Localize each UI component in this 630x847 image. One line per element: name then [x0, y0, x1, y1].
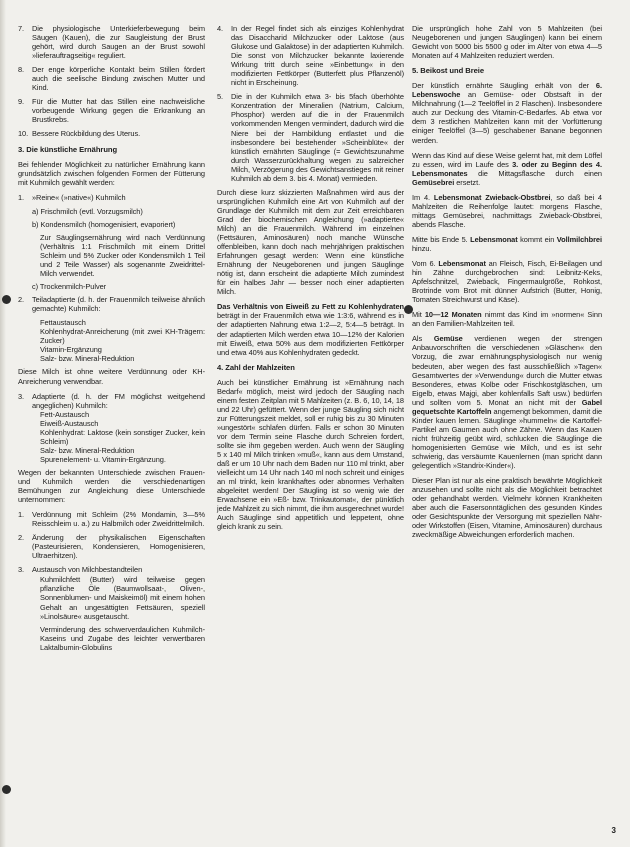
- sub-item: Kohlenhydrat: Laktose (kein sonstiger Zucker, kein Schleim): [40, 427, 205, 446]
- list-item: 10. Bessere Rückbildung des Uterus.: [18, 129, 141, 139]
- column-middle: [217, 24, 404, 537]
- column-left: [18, 24, 205, 656]
- paragraph: Wenn das Kind auf diese Weise gelernt hat, mit dem Löffel zu essen, wird im Laufe des 3. oder zu Beginn des 4. Lebensmonates die Mittagsflasche durch einen Gemüsebrei ersetzt.: [412, 150, 602, 187]
- page-edge-shadow: [0, 0, 6, 847]
- bold-text: Das Verhältnis von Eiweiß zu Fett zu Kohlenhydraten: [217, 302, 404, 312]
- list-item: 5. Die in der Kuhmilch etwa 3- bis 5fach überhöhte Konzentration der Mineralien (Natrium, Calcium, Phosphor) werden auf die in der Frauenmilch vorkommenden Mengen vermindert, dadurch wird die Niere bei der Harnbildung entlastet und die insbesondere bei bestehender »Scheinblüte« der künstlich ernährten Säuglinge (= Gewichtszunahme durch Wasserzurückhaltung wegen zu salzreicher Milch, Verzögerung des Gewichtsanstieges mit reiner Kuhmilch ab dem 3. bis 4. Monat) vermieden.: [217, 92, 404, 183]
- paragraph: Dieser Plan ist nur als eine praktisch bewährte Möglichkeit anzusehen und sollte nicht als die Möglichkeit betrachtet oder gehandhabt werden. Vielmehr können Krankheiten aber auch die Fasersonntäglichen des gesunden Kindes oder Gesichtspunkte der Versorgung mit speziellen Nähr- oder Wirkstoffen (Eisen, Vitamine, Aminosäuren) durchaus zweckmäßige Abweichungen erforderlich machen.: [412, 476, 602, 540]
- section-heading: 3. Die künstliche Ernährung: [18, 144, 118, 154]
- list-item: 3. Austausch von Milchbestandteilen: [18, 565, 143, 575]
- list-item: 1. »Reine« (»native«) Kuhmilch: [18, 192, 126, 202]
- paragraph: Der künstlich ernährte Säugling erhält von der 6. Lebenswoche an Gemüse- oder Obstsaft in der Milchnahrung (1—2 Teelöffel in 2 Flaschen). Insbesondere auch zur Deckung des Vitamin-C-Bedarfes. Ab etwa vor dem 3 restlichen Mahlzeiten kann mit der Vorfütterung einiger Teelöffel (3—5) geschabener Banane begonnen werden.: [412, 81, 602, 145]
- list-item: 2. Teiladaptierte (d. h. der Frauenmilch teilweise ähnlich gemachte) Kuhmilch:: [18, 295, 205, 314]
- sub-item: Kohlenhydrat-Anreicherung (mit zwei KH-Trägern: Zucker): [40, 327, 205, 346]
- paragraph: Im 4. Lebensmonat Zwieback-Obstbrei, so daß bei 4 Mahlzeiten die Reihenfolge lautet: morgens Flasche, mittags Gemüsebrei, nachmittags Zwieback-Obstbrei, abends Flasche.: [412, 192, 602, 229]
- paragraph: Mit 10—12 Monaten nimmt das Kind im »normen« Sinn an den Familien-Mahlzeiten teil.: [412, 310, 602, 329]
- column-right: [412, 24, 602, 545]
- section-heading: 4. Zahl der Mahlzeiten: [217, 362, 295, 372]
- sub-item: Salz- bzw. Mineral-Reduktion: [40, 445, 135, 455]
- sub-item: Fett-Austausch: [40, 409, 90, 419]
- list-item: 9. Für die Mutter hat das Stillen eine nachweisliche vorbeugende Wirkung gegen die Erkrankung an Brustkrebs.: [18, 97, 205, 125]
- paragraph: Als Gemüse verdienen wegen der strengen Anbauvorschriften die verschiedenen »Gläschen« den Vorzug, die zwar ernährungsphysiologisch nur wenig bedeuten, aber wegen des fast ausschließlich »Tagen« Gesamtwertes der »Verwendung« durch die Mutter etwas Besonderes, etwas Kolbe oder Frischkostgläschen, um Eigelb, etwas Majgi, aber kohlenfalls Saft usw.) bedürfen und sollten vom 5. Monat an nicht mit der Gabel gequetschte Kartoffeln angemengt bekommen, damit die Kinder kauen lernen. Säuglinge »hummeln« die Kartoffel-Partikel am Gaumen auch ohne Zähne. Wenn das Kauen nicht frühzeitig geübt wird, schlucken die Säuglinge die homogenisierten Gemüse wie Milch, und es ist sehr schwierig, das versäumte Kauenlernen (man spricht dann gelegentlich »Standrix-Kinder«).: [412, 334, 603, 471]
- paragraph: Wegen der bekannten Unterschiede zwischen Frauen- und Kuhmilch werden die verschiedenartigen Bemühungen zur Angleichung diese Unterschiede unternommen:: [18, 467, 205, 505]
- sub-item: a) Frischmilch (evtl. Vorzugsmilch): [32, 206, 143, 216]
- paragraph: Auch bei künstlicher Ernährung ist »Ernährung nach Bedarf« möglich, meist wird jedoch der Säugling nach einem festen Zeitplan mit 5 Mahlzeiten (z. B. 6, 10, 14, 18 und 22 Uhr) gefüttert. Wenn der junge Säugling sich nicht zur Fütterungszeit meldet, soll er ruhig bis zu 30 Minuten »ungestört« schlafen dürfen. Falls er schon 30 Minuten vor dem Termin seine Flasche durch Schreien fordert, sollte sie ihm gegeben werden. Auch wenn der Säugling 5 x 140 ml Milch trinken »muß«, kann aus dem Umstand, daß er um 10 Uhr nach dem Baden nur 110 ml trinkt, aber vielleicht um 14 Uhr nach 140 ml noch schreit und einiges an ml trinkt, kein krankhaftes oder abnormes Verhalten abgeleitet werden! Der Säugling ist so wenig wie der Erwachsene ein »Eß- bzw. Trinkautomat«, der pünktlich jede Mahlzeit zu sich nimmt, die ihm ausgerechnet wurde! Auch Säuglinge sind appetitlich und leppetent, ohne gleich krank zu sein.: [217, 377, 404, 532]
- paragraph: Durch diese kurz skizzierten Maßnahmen wird aus der ursprünglichen Kuhmilch eine Art von Kuhmilch auf der Grundlage der Kuhmilch mit dem zur Zeit erreichbaren Grad der biochemischen Angleichung (»adaptierte« Milch) an die Frauenmilch. Während im einzelnen (Fettsäuren, Aminosäuren) noch manche Wünsche offenbleiben, kann doch nach mehrjährigen praktischen Erfahrungen gesagt werden: Wenn eine künstliche Ernährung der Neugeborenen und jungen Säuglinge nötig ist, dann erscheint die adaptierte Milch zumindest für ein halbes Jahr — besser noch einer adaptierten Milch.: [217, 187, 404, 297]
- paragraph: Die ursprünglich hohe Zahl von 5 Mahlzeiten (bei Neugeborenen und jungen Säuglingen) kann bei einem Gewicht von 5000 bis 5500 g oder im Alter von etwa 4—5 Monaten auf 4 Mahlzeiten reduziert werden.: [412, 24, 602, 61]
- list-item: 2. Änderung der physikalischen Eigenschaften (Pasteurisieren, Kondensieren, Homogenisieren, Ultraerhitzen).: [18, 533, 205, 561]
- sub-item: c) Trockenmilch-Pulver: [32, 282, 107, 292]
- sub-item: Vitamin-Ergänzung: [40, 345, 102, 355]
- punch-hole: [2, 785, 11, 794]
- list-item: 3. Adaptierte (d. h. der FM möglichst weitgehend angeglichen) Kuhmilch:: [18, 391, 205, 410]
- sub-item: Verminderung des schwerverdaulichen Kuhmilch-Kaseins und Zugabe des leichter verwertbaren Laktalbumin-Globulins: [40, 624, 205, 652]
- list-item: 1. Verdünnung mit Schleim (2% Mondamin, 3—5% Reisschleim u. a.) zu Halbmilch oder Zweidrittelmilch.: [18, 510, 205, 529]
- paragraph: Das Verhältnis von Eiweiß zu Fett zu Kohlenhydraten beträgt in der Frauenmilch etwa wie 1:3:6, während es in der adaptierten Nahrung etwa 1:2—2, 5:4—5 beträgt. In der adaptierten Milch werden etwa 10—12% der Kalorien mit Eiweiß, etwa 50% aus dem modifizierten Fettkörper und etwa 40% aus Kohlenhydraten gedeckt.: [217, 302, 404, 357]
- sub-item: Spurenelement- u. Vitamin-Ergänzung.: [40, 454, 166, 464]
- sub-item: b) Kondensmilch (homogenisiert, evaporiert): [32, 219, 176, 229]
- page-number: 3: [611, 826, 616, 835]
- list-item: 8. Der enge körperliche Kontakt beim Stillen fördert auch die seelische Bindung zwischen Mutter und Kind.: [18, 65, 205, 93]
- paragraph: Mitte bis Ende 5. Lebensmonat kommt ein Vollmilchbrei hinzu.: [412, 234, 602, 253]
- section-heading: 5. Beikost und Breie: [412, 66, 485, 76]
- paragraph: Bei fehlender Möglichkeit zu natürlicher Ernährung kann grundsätzlich zwischen folgenden Formen der Fütterung mit Kuhmilch gewählt werden:: [18, 159, 205, 187]
- sub-item: Kuhmilchfett (Butter) wird teilweise gegen pflanzliche Öle (Baumwollsaat-, Oliven-, Sonnenblumen- und Maiskeimöl) mit einem hohen Gehalt an ungesättigten Fettsäuren, speziell »Linolsäure« ausgetauscht.: [40, 575, 205, 621]
- list-item: 7. Die physiologische Unterkieferbewegung beim Säugen (Kauen), die zur Saugleistung der Brust gehört, wird durch Saugen an der Brust sowohl »lieferauftragseitig« reguliert.: [18, 24, 205, 61]
- punch-hole: [2, 295, 11, 304]
- sub-item: Fettaustausch: [40, 318, 86, 328]
- sub-item: Salz- bzw. Mineral-Reduktion: [40, 354, 135, 364]
- sub-item: Eiweiß-Austausch: [40, 418, 99, 428]
- paragraph: Vom 6. Lebensmonat an Fleisch, Fisch, Ei-Beilagen und hin Zähne durchgebrochen sind: Leibnitz-Keks, Apfelschnitzel, Zwieback, Fingermaulgröße, Rohkost, Brotrinde vom Brot mit dünner Aufstrich (Butter, Honig, Tomaten Streichwurst und Käse).: [412, 259, 602, 305]
- paragraph: Diese Milch ist ohne weitere Verdünnung oder KH-Anreicherung verwendbar.: [18, 367, 205, 386]
- sub-item: Zur Säuglingsernährung wird nach Verdünnung (Verhältnis 1:1 Frischmilch mit einem Drittel Schleim und 5% Zucker oder Kondensmilch 1 Teil und 2 Teile Wasser) als sogenannte Zweidrittel-Milch verwendet.: [40, 232, 205, 279]
- list-item: 4. In der Regel findet sich als einziges Kohlenhydrat das Disaccharid Milchzucker oder Laktose (aus Glukose und Galaktose) in der adaptierten Kuhmilch. Die sonst von Milchzucker bekannte laxierende Wirkung tritt durch seine »Einbettung« in den modifizierten Fettkörper (Butterfett plus Pflanzenöl) nicht in Erscheinung.: [217, 24, 404, 88]
